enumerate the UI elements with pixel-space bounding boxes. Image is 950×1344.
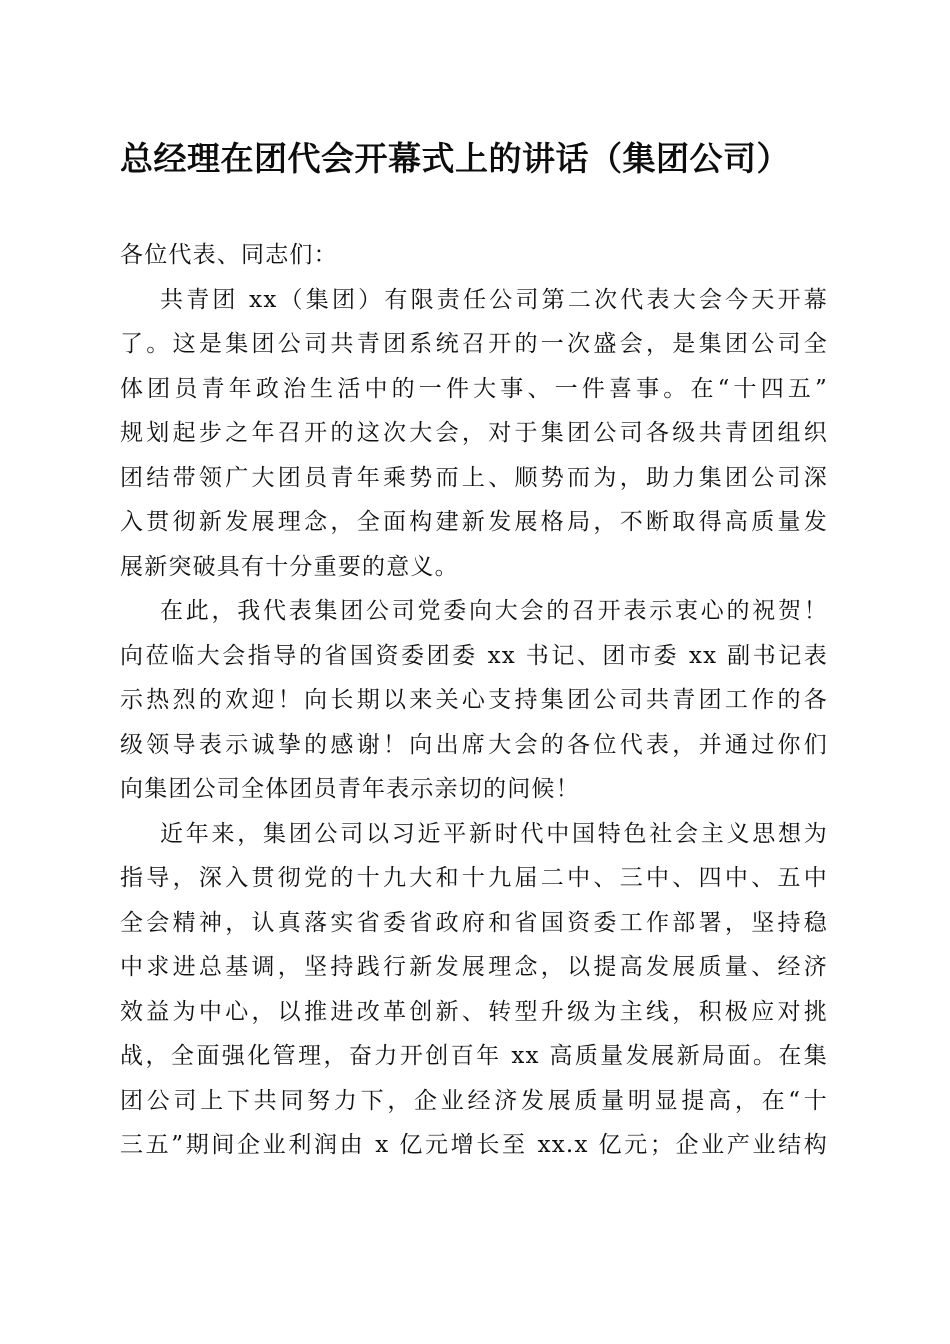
paragraph-line: 规划起步之年召开的这次大会，对于集团公司各级共青团组织	[120, 420, 828, 446]
paragraph-line: 体团员青年政治生活中的一件大事、一件喜事。在“十四五”	[120, 375, 828, 402]
paragraph-line: 展新突破具有十分重要的意义。	[120, 553, 459, 580]
paragraph-line: 向莅临大会指导的省国资委团委 xx 书记、团市委 xx 副书记表	[120, 642, 828, 669]
paragraph-line: 入贯彻新发展理念，全面构建新发展格局，不断取得高质量发	[120, 509, 828, 535]
paragraph-line: 中求进总基调，坚持践行新发展理念，以提高发展质量、经济	[120, 954, 828, 980]
paragraph-line: 全会精神，认真落实省委省政府和省国资委工作部署，坚持稳	[120, 909, 828, 936]
paragraph-line: 在此，我代表集团公司党委向大会的召开表示衷心的祝贺！	[160, 598, 828, 624]
greeting: 各位代表、同志们：	[120, 242, 338, 268]
paragraph-line: 了。这是集团公司共青团系统召开的一次盛会，是集团公司全	[120, 331, 828, 357]
paragraph-line: 指导，深入贯彻党的十九大和十九届二中、三中、四中、五中	[120, 865, 828, 891]
paragraph-line: 团结带领广大团员青年乘势而上、顺势而为，助力集团公司深	[120, 464, 828, 491]
paragraph-line: 级领导表示诚挚的感谢！向出席大会的各位代表，并通过你们	[120, 731, 828, 758]
paragraph-1	[120, 278, 828, 590]
paragraph-line: 三五”期间企业利润由 x 亿元增长至 xx.x 亿元；企业产业结构	[120, 1132, 828, 1158]
document-body	[120, 233, 828, 1168]
paragraph-line: 共青团 xx（集团）有限责任公司第二次代表大会今天开幕	[160, 286, 828, 313]
paragraph-line: 近年来，集团公司以习近平新时代中国特色社会主义思想为	[160, 820, 828, 847]
paragraph-line: 向集团公司全体团员青年表示亲切的问候！	[120, 776, 580, 802]
paragraph-line: 团公司上下共同努力下，企业经济发展质量明显提高，在“十	[120, 1087, 828, 1114]
paragraph-2	[120, 589, 828, 812]
paragraph-line: 效益为中心，以推进改革创新、转型升级为主线，积极应对挑	[120, 998, 828, 1025]
paragraph-line: 战，全面强化管理，奋力开创百年 xx 高质量发展新局面。在集	[120, 1043, 828, 1069]
document-title: 总经理在团代会开幕式上的讲话（集团公司）	[120, 139, 790, 178]
paragraph-line: 示热烈的欢迎！向长期以来关心支持集团公司共青团工作的各	[120, 687, 828, 713]
paragraph-3	[120, 812, 828, 1168]
